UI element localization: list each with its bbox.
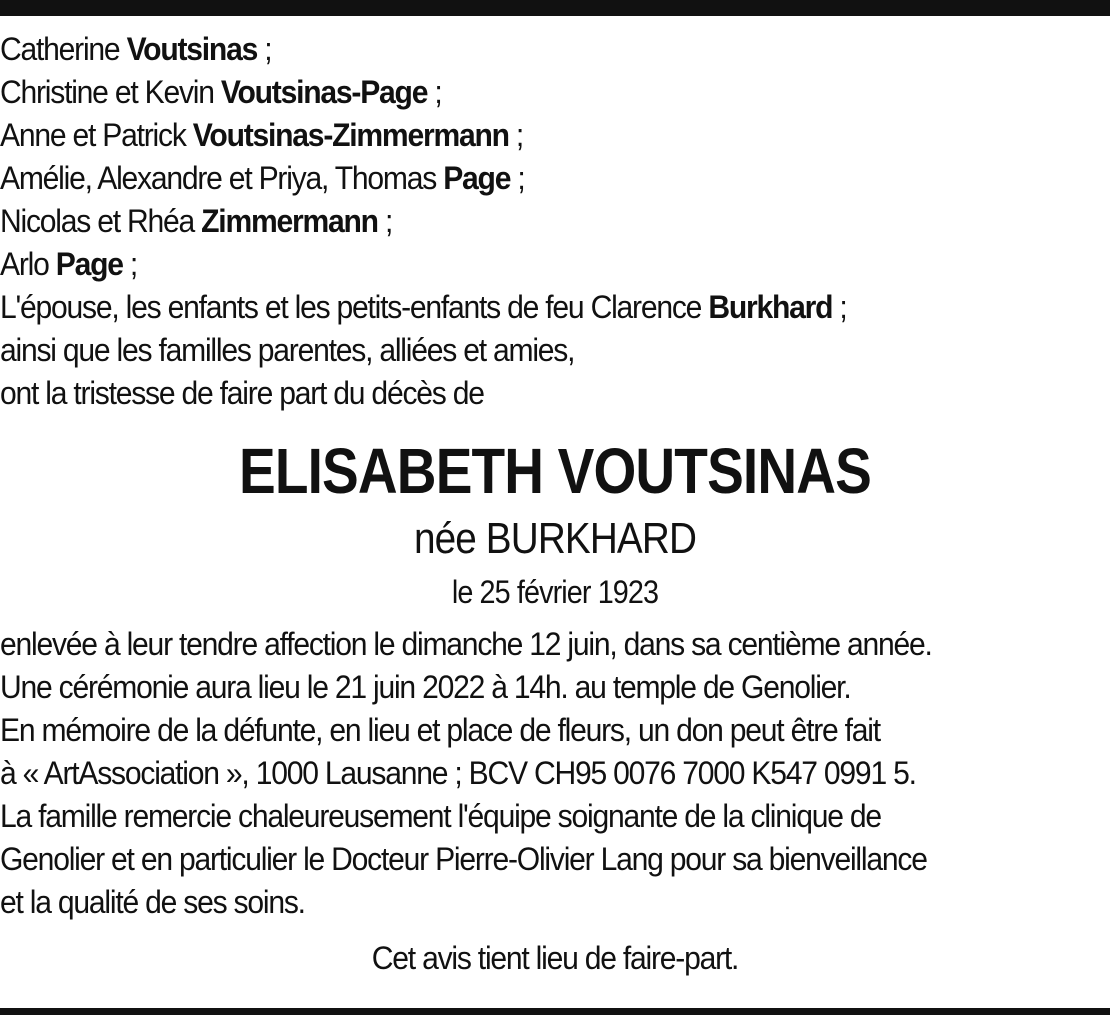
deceased-name: ELISABETH VOUTSINAS [239,435,871,507]
family-given-names: Amélie, Alexandre et Priya, Thomas [0,160,437,196]
notice-body [0,623,1110,924]
family-surname: Zimmermann [201,203,378,239]
family-line [0,71,1043,114]
family-list [0,28,1110,329]
family-given-names: Arlo [0,246,49,282]
body-line: La famille remercie chaleureusement l'équipe soignante de la clinique de [0,798,881,834]
body-line: En mémoire de la défunte, en lieu et place de fleurs, un don peut être fait [0,712,880,748]
line-punctuation: ; [434,74,442,110]
family-given-names: Christine et Kevin [0,74,214,110]
body-line: et la qualité de ses soins. [0,884,305,920]
bottom-rule [0,1008,1110,1015]
family-line [0,28,1043,71]
family-given-names: Anne et Patrick [0,117,186,153]
family-surname: Burkhard [708,289,833,325]
family-line [0,200,1043,243]
obituary-notice [0,28,1110,980]
intro-line: ainsi que les familles parentes, alliées et amies, [0,332,575,368]
body-line: Genolier et en particulier le Docteur Pierre-Olivier Lang pour sa bienveillance [0,841,927,877]
line-punctuation: ; [839,289,847,325]
family-given-names: L'épouse, les enfants et les petits-enfants de feu Clarence [0,289,702,325]
line-punctuation: ; [517,160,525,196]
closing-note: Cet avis tient lieu de faire-part. [371,940,739,976]
family-line [0,157,1043,200]
family-surname: Voutsinas-Page [220,74,428,110]
family-surname: Voutsinas-Zimmermann [192,117,509,153]
birth-date: le 25 février 1923 [451,574,659,610]
maiden-name: née BURKHARD [413,514,697,563]
family-surname: Page [55,246,123,282]
body-line: enlevée à leur tendre affection le dimanche 12 juin, dans sa centième année. [0,626,932,662]
family-surname: Page [443,160,511,196]
line-punctuation: ; [515,117,524,153]
top-rule [0,0,1110,16]
family-line [0,114,1043,157]
family-given-names: Nicolas et Rhéa [0,203,195,239]
body-line: à « ArtAssociation », 1000 Lausanne ; BCV CH95 0076 7000 K547 0991 5. [0,755,916,791]
line-punctuation: ; [129,246,138,282]
family-given-names: Catherine [0,31,120,67]
family-line [0,286,1043,329]
line-punctuation: ; [384,203,393,239]
family-surname: Voutsinas [126,31,258,67]
line-punctuation: ; [264,31,272,67]
intro-line: ont la tristesse de faire part du décès de [0,375,484,411]
family-line [0,243,1043,286]
body-line: Une cérémonie aura lieu le 21 juin 2022 à 14h. au temple de Genolier. [0,669,851,705]
